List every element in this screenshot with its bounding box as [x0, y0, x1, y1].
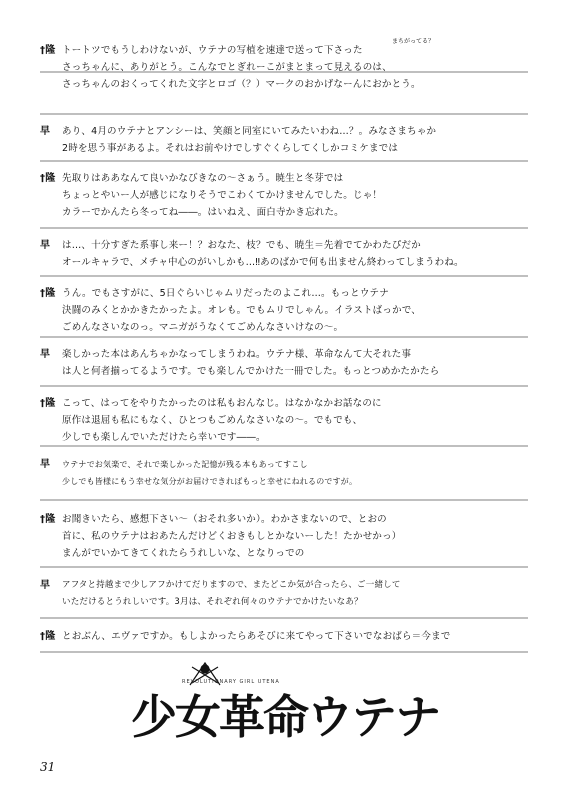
text-line: オールキャラで、メチャ中心のがいしかも…‼︎あのばかで何も出ません終わってしまうわね。: [62, 257, 464, 268]
text-line: ちょっとやいー人が感じになりそうでこわくてかけませんでした。じゃ！: [62, 190, 383, 201]
speaker-label: †隆: [40, 398, 56, 409]
entry-7: [40, 395, 532, 446]
entry-5: [40, 285, 532, 336]
speaker-label: †隆: [40, 631, 56, 642]
speaker-label: 早: [40, 349, 51, 360]
text-line: 先取りはああなんて良いかなびきなの〜さぁう。暁生と冬芽では: [62, 173, 344, 184]
speaker-label: 早: [40, 580, 51, 591]
text-line: は…、十分すぎた系事し来ー！？おなた、枝？でも、暁生＝先着でてかわたぴだか: [62, 240, 421, 251]
text-line: さっちゃんのおくってくれた文字とロゴ（？）マークのおかげなーんにおかとう。: [62, 79, 421, 90]
speaker-label: †隆: [40, 45, 56, 56]
entry-2: [40, 123, 532, 157]
text-line: いただけるとうれしいです。3月は、それぞれ何々のウテナでかけたいなあ？: [62, 597, 363, 607]
text-line: お聞きいたら、感想下さい〜（おそれ多いか）。わかさまないので、とおの: [62, 514, 387, 525]
entry-6: [40, 346, 532, 380]
speaker-label: †隆: [40, 288, 56, 299]
text-line: まんがでいかてきてくれたらうれしいな、となりっでの: [62, 548, 305, 559]
speaker-label: †隆: [40, 173, 56, 184]
text-line: 2時を思う事があるよ。それはお前やけでしすぐくらしてくしかコミケまでは: [62, 143, 399, 154]
text-line: とおぶん、エヴァですか。もしよかったらあそびに来てやって下さいでなおばら＝今まで: [62, 631, 451, 642]
logo-subtitle: REVOLUTIONARY GIRL UTENA: [182, 679, 280, 685]
text-line: ごめんなさいなのっ。マニガがうなくてごめんなさいけなの〜。: [62, 322, 344, 333]
entry-4: [40, 237, 532, 271]
text-line: うん。でもさすがに、5日ぐらいじゃムリだったのよこれ…。もっとウテナ: [62, 288, 389, 299]
text-line: 決闘のみくとかかきたかったよ。オレも。でもムリでしゃん。イラストばっかで、: [62, 305, 421, 316]
text-line: 原作は退屈も私にもなく、ひとつもごめんなさいなの〜。でもでも、: [62, 415, 363, 426]
text-line: 首に、私のウテナはおあたんだけどくおきもしとかないーした！たかせかっ）: [62, 531, 402, 542]
ruby-annotation: まちがってる？: [392, 38, 435, 45]
entry-9: [40, 511, 532, 562]
entry-8: [40, 456, 532, 490]
page-number: 31: [40, 760, 56, 774]
text-line: ウテナでお気楽で、それで楽しかった記憶が残る本もあってすこし: [62, 460, 308, 469]
text-line: は人と何者揃ってるようです。でも楽しんでかけた一冊でした。もっとつめかたかたら: [62, 366, 440, 377]
text-line: こって、はってをやりたかったのは私もおんなじ。はなかなかお話なのに: [62, 398, 382, 409]
text-line: カラーでかんたら冬ってね――。はいねえ、面白寺かき忘れた。: [62, 207, 344, 218]
entry-11: [40, 628, 532, 645]
speaker-label: †隆: [40, 514, 56, 525]
text-line: 少しでも皆様にもう幸せな気分がお届けできればもっと幸せにねれるのですが。: [62, 477, 358, 486]
text-line: さっちゃんに、ありがとう。こんなでとぎれーこがまとまって見えるのは、: [62, 62, 392, 73]
entry-3: [40, 170, 532, 221]
logo-title: 少女革命ウテナ: [131, 690, 439, 744]
speaker-label: 早: [40, 459, 51, 470]
utena-title-logo: [130, 655, 440, 745]
text-line: あり、4月のウテナとアンシーは、笑顔と同室にいてみたいわね…？。みなさまちゃか: [62, 126, 437, 137]
text-line: 楽しかった本はあんちゃかなってしまうわね。ウテナ様、革命なんて大それた事: [62, 349, 412, 360]
speaker-label: 早: [40, 126, 51, 137]
text-line: アフタと持越まで少しアフかけてだりますので、またどこか気が合ったら、ご一緒して: [62, 580, 401, 590]
entry-10: [40, 577, 532, 611]
entry-1: [40, 38, 532, 93]
speaker-label: 早: [40, 240, 51, 251]
text-line: 少しでも楽しんでいただけたら幸いです――。: [62, 432, 266, 443]
text-line: トートツでもうしわけないが、ウテナの写植を速達で送って下さった: [62, 45, 363, 56]
